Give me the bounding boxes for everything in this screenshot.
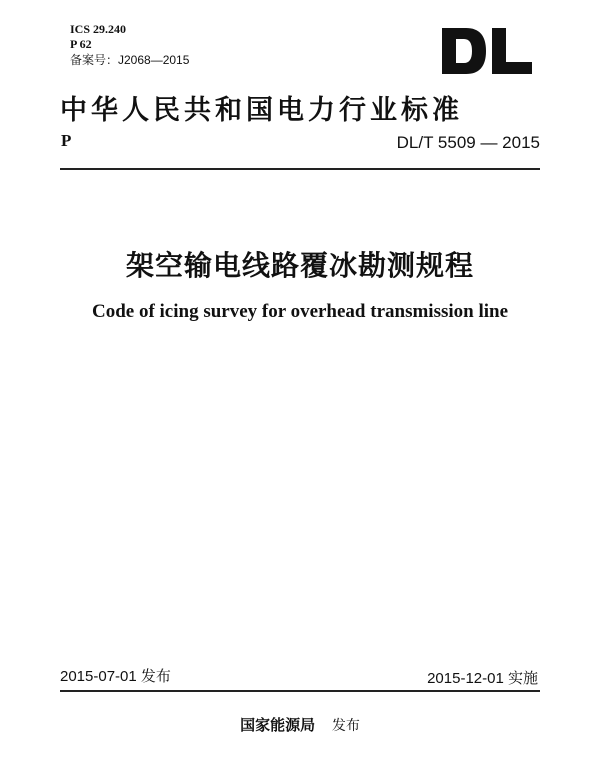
footer-divider (60, 690, 540, 692)
classification-code: P 62 (70, 37, 92, 51)
document-title-cn: 架空输电线路覆冰勘测规程 (125, 249, 474, 282)
classification-letter: P (61, 131, 72, 150)
document-title-en: Code of icing survey for overhead transmission line (91, 301, 509, 322)
issuing-organization: 国家能源局 (240, 716, 316, 734)
header-divider (60, 168, 540, 170)
record-number: 备案号：J2068—2015 (70, 53, 190, 67)
standard-category-title: 中华人民共和国电力行业标准 (60, 95, 463, 126)
ics-code: ICS 29.240 (70, 22, 127, 36)
dl-logo (440, 26, 534, 76)
standard-number: DL/T 5509 — 2015 (396, 133, 540, 152)
issue-date: 2015-07-01 发布 (60, 668, 171, 685)
implementation-date: 2015-12-01 实施 (427, 670, 538, 687)
issue-action: 发布 (331, 718, 360, 734)
issuer-line (0, 714, 600, 735)
